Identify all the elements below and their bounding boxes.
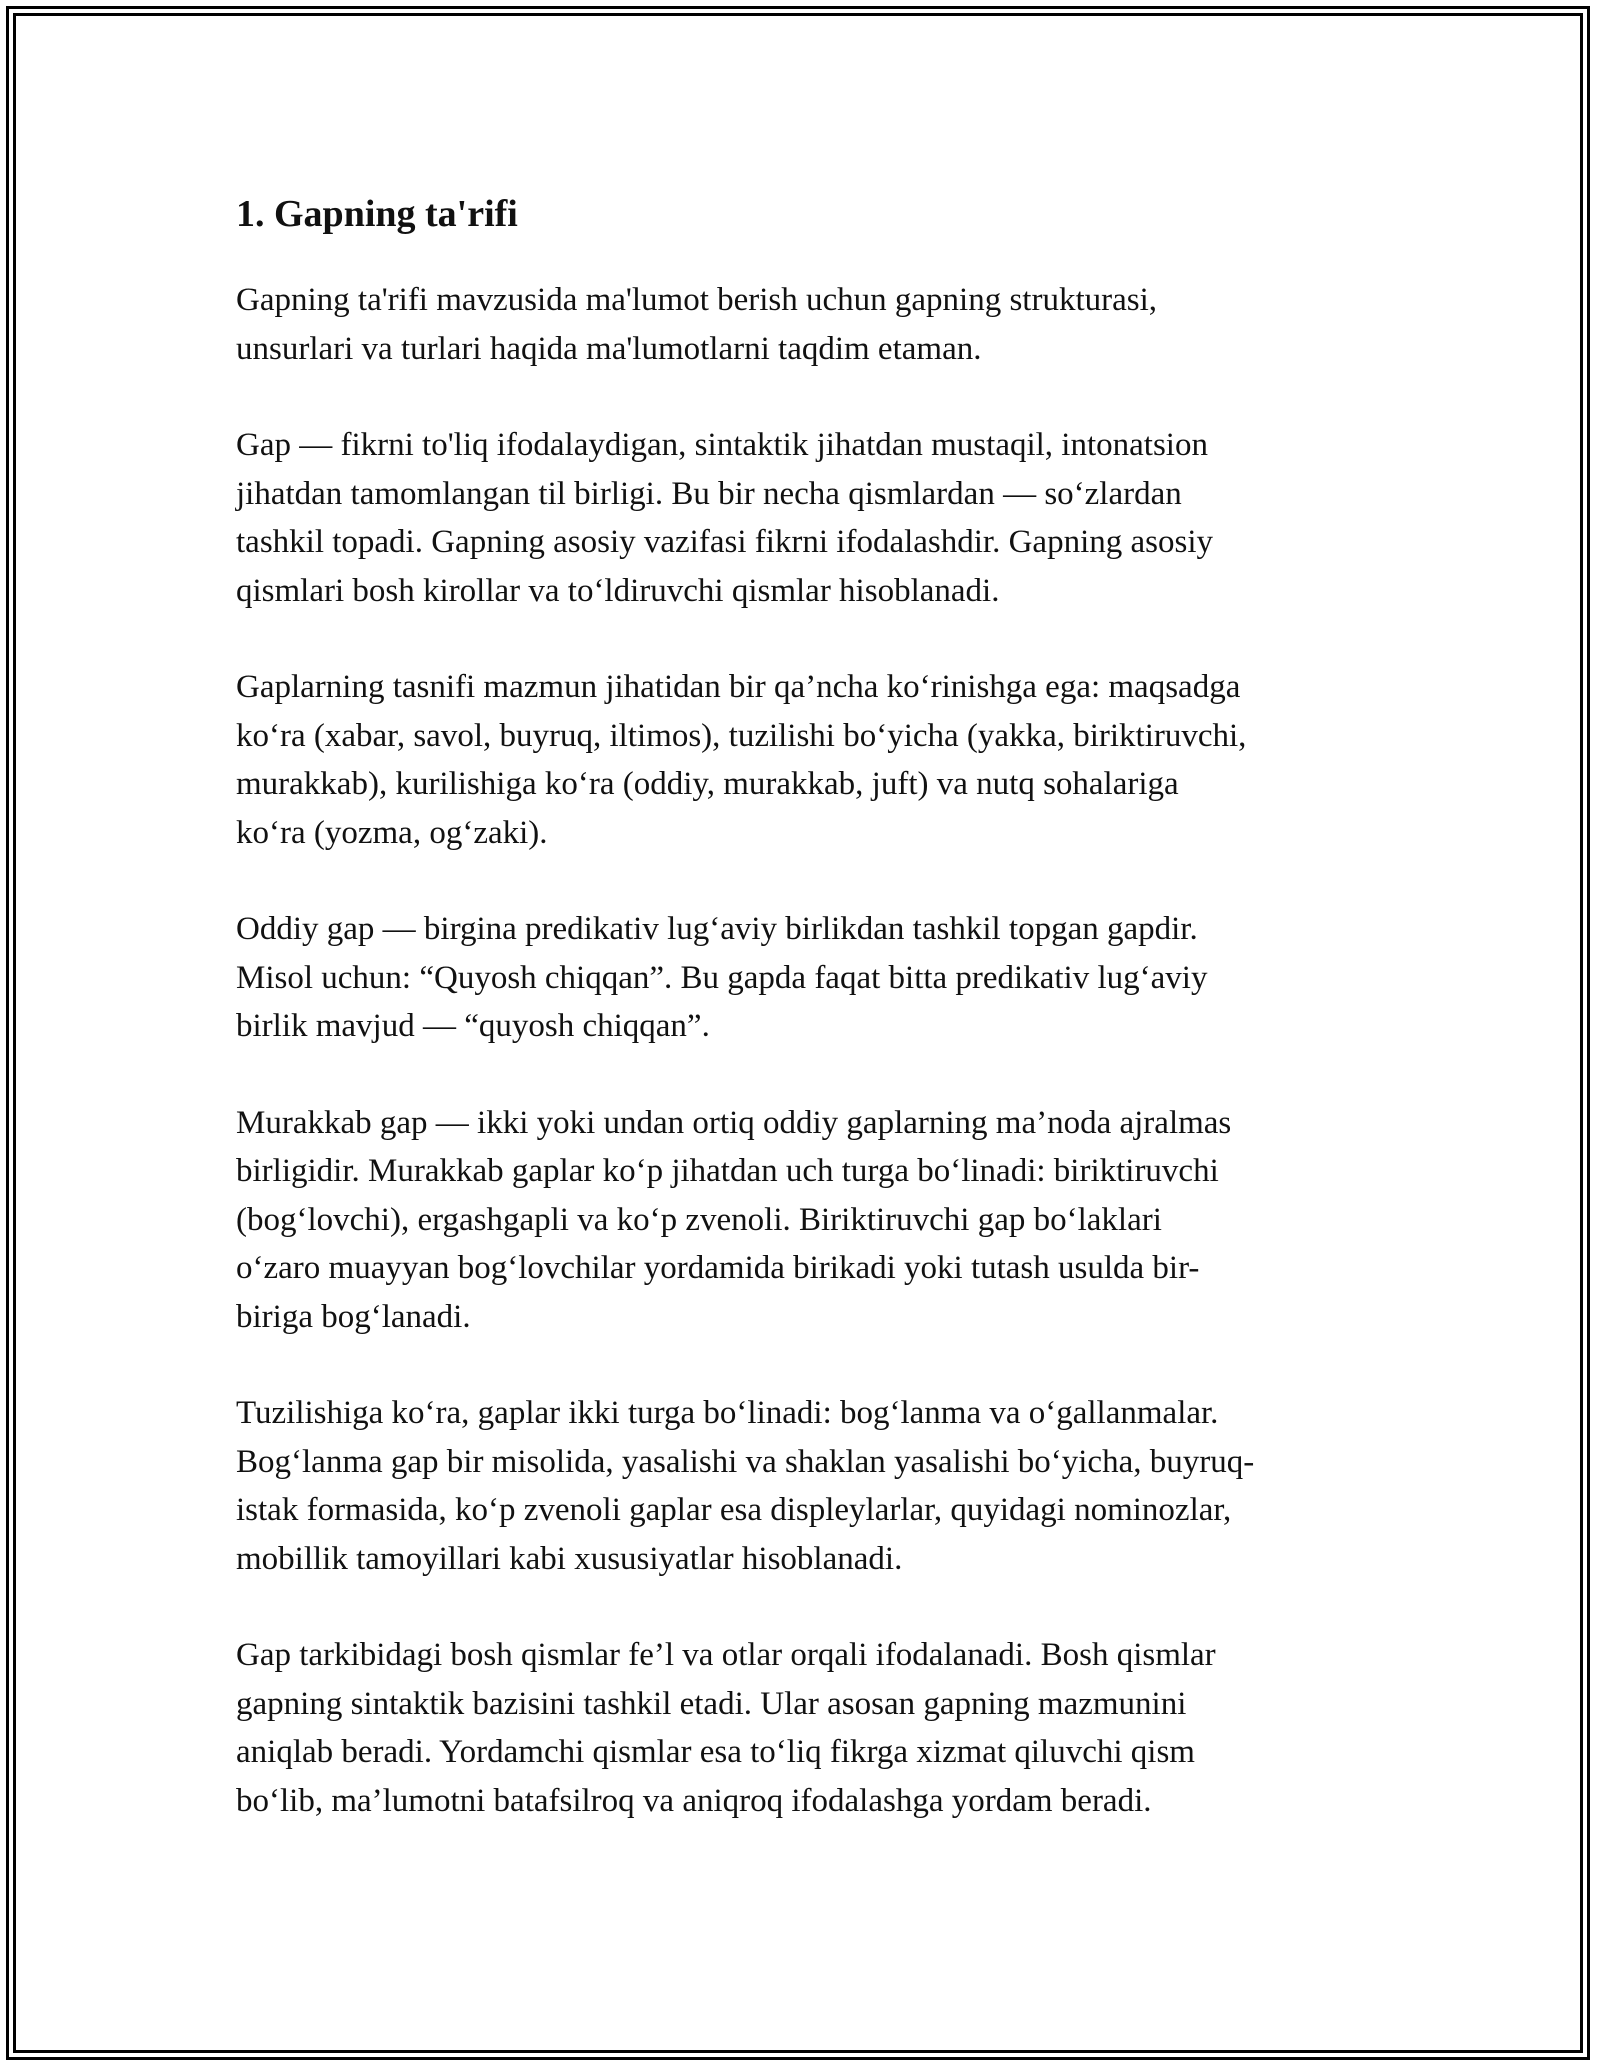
text-line: jihatdan tamomlangan til birligi. Bu bir necha qismlardan — so‘zlardan (236, 475, 1182, 512)
paragraph-main-parts (236, 1631, 1376, 1825)
document-page (236, 186, 1376, 1873)
text-line: o‘zaro muayyan bog‘lovchilar yordamida birikadi yoki tutash usulda bir- (236, 1250, 1200, 1286)
paragraph-structure (236, 1389, 1376, 1583)
text-line: bo‘lib, ma’lumotni batafsilroq va aniqroq ifodalashga yordam beradi. (236, 1782, 1152, 1819)
text-line: istak formasida, ko‘p zvenoli gaplar esa displeylarlar, quyidagi nominozlar, (236, 1492, 1232, 1528)
text-line: Bog‘lanma gap bir misolida, yasalishi va shaklan yasalishi bo‘yicha, buyruq- (236, 1443, 1255, 1480)
text-line: Oddiy gap — birgina predikativ lug‘aviy birlikdan tashkil topgan gapdir. (236, 911, 1198, 947)
text-line: Murakkab gap — ikki yoki undan ortiq oddiy gaplarning ma’noda ajralmas (236, 1104, 1232, 1141)
text-line: ko‘ra (xabar, savol, buyruq, iltimos), tuzilishi bo‘yicha (yakka, biriktiruvchi, (236, 717, 1247, 754)
text-line: ko‘ra (yozma, og‘zaki). (236, 814, 548, 851)
text-line: gapning sintaktik bazisini tashkil etadi. Ular asosan gapning mazmunini (236, 1685, 1187, 1722)
text-line: Gapning ta'rifi mavzusida ma'lumot berish uchun gapning strukturasi, (236, 282, 1158, 318)
text-line: aniqlab beradi. Yordamchi qismlar esa to‘liq fikrga xizmat qiluvchi qism (236, 1734, 1195, 1770)
paragraph-simple-sentence (236, 905, 1376, 1051)
text-line: mobillik tamoyillari kabi xususiyatlar hisoblanadi. (236, 1540, 903, 1577)
text-line: Gap tarkibidagi bosh qismlar fe’l va otlar orqali ifodalanadi. Bosh qismlar (236, 1637, 1216, 1673)
paragraph-classification (236, 663, 1376, 857)
text-line: murakkab), kurilishiga ko‘ra (oddiy, murakkab, juft) va nutq sohalariga (236, 766, 1179, 802)
text-line: Gap — fikrni to'liq ifodalaydigan, sintaktik jihatdan mustaqil, intonatsion (236, 427, 1208, 463)
text-line: unsurlari va turlari haqida ma'lumotlarni taqdim etaman. (236, 330, 982, 367)
text-line: tashkil topadi. Gapning asosiy vazifasi fikrni ifodalashdir. Gapning asosiy (236, 524, 1213, 560)
text-line: Tuzilishiga ko‘ra, gaplar ikki turga bo‘linadi: bog‘lanma va o‘gallanmalar. (236, 1395, 1219, 1431)
text-line: biriga bog‘lanadi. (236, 1298, 471, 1335)
text-line: (bog‘lovchi), ergashgapli va ko‘p zvenoli. Biriktiruvchi gap bo‘laklari (236, 1201, 1162, 1238)
document-title: 1. Gapning ta'rifi (236, 193, 518, 235)
paragraph-gap-definition (236, 421, 1376, 615)
text-line: qismlari bosh kirollar va to‘ldiruvchi qismlar hisoblanadi. (236, 572, 1000, 609)
text-line: Gaplarning tasnifi mazmun jihatidan bir qa’ncha ko‘rinishga ega: maqsadga (236, 669, 1241, 705)
text-line: birlik mavjud — “quyosh chiqqan”. (236, 1008, 710, 1044)
paragraph-complex-sentence (236, 1099, 1376, 1342)
paragraph-intro (236, 276, 1376, 373)
text-line: Misol uchun: “Quyosh chiqqan”. Bu gapda faqat bitta predikativ lug‘aviy (236, 959, 1208, 996)
text-line: birligidir. Murakkab gaplar ko‘p jihatdan uch turga bo‘linadi: biriktiruvchi (236, 1153, 1219, 1189)
